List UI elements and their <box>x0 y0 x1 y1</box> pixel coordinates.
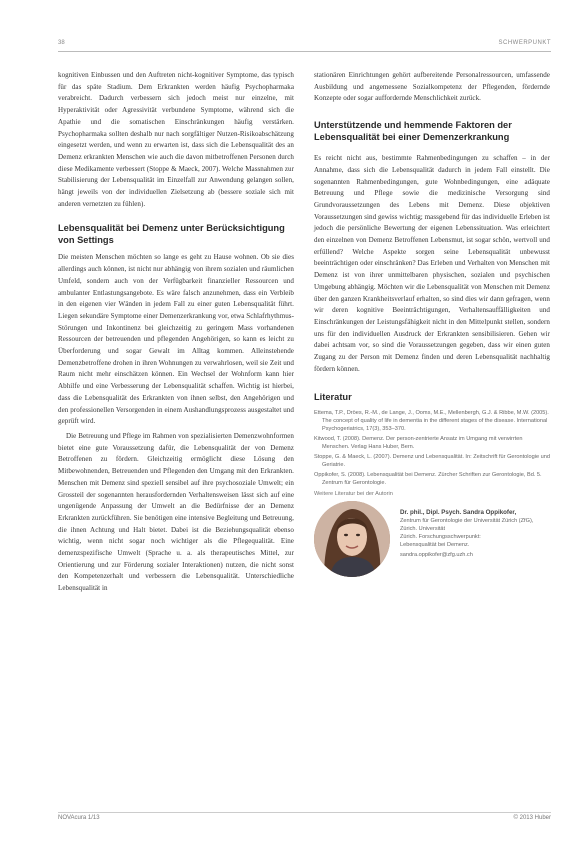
author-box <box>314 501 550 593</box>
author-affiliation: Zürich. Forschungsschwerpunkt: <box>400 534 481 541</box>
running-head <box>58 40 551 50</box>
literature-note: Weitere Literatur bei der Autorin <box>314 491 393 498</box>
literature-item: Kitwood, T. (2008). Demenz. Der person-zentrierte Ansatz im Umgang mit verwirrten Menschen. Verlag Hans Huber, Bern. <box>314 436 523 451</box>
author-photo <box>314 501 390 577</box>
author-name: Dr. phil., Dipl. Psych. Sandra Oppikofer, <box>400 509 517 517</box>
left-column <box>58 70 294 598</box>
paragraph: kognitiven Einbussen und den Auftreten nicht-kognitiver Symptome, das typisch für das späte Stadium. Dem Erkrankten werden häufig Psychopharmaka verabreicht. Dadurch verbessern sich jedoch meist nur einzelne, mit Hyperaktivität oder Agressivität verbundene Symptome, während sich die Apathie und die somatischen Einschränkungen häufig verstärken. Psychopharmaka sollten deshalb nur nach sorgfältiger Nutzen-Risikoabschätzung eingesetzt werden, und wenn zu erwarten ist, dass sich die Lebensqualität des an Demenz erkrankten Menschen wie auch die davon mitbetroffenen Personen durch diese Medikamente verbessert (Stoppe & Maeck, 2007). Welche Massnahmen zur Stabilisierung der Lebensqualität im Einzelfall zur Anwendung gelangen sollen, hängt jeweils von der individuellen Zielsetzung ab (bessere soziale sich mit anderen vernetzten zu fühlen). <box>58 71 294 208</box>
author-affiliation: Lebensqualität bei Demenz. <box>400 542 470 549</box>
paragraph: Die meisten Menschen möchten so lange es geht zu Hause wohnen. Ob sie dies allerdings auch können, ist nicht nur abhängig von ihrem sozialen und räumlichen Umfeld, sondern auch von der Verfügbarkeit finanzieller Ressourcen und ambulanter Entlastungsangebote. Es wäre falsch anzunehmen, dass ein Verbleib in den eigenen vier Wänden in jedem Fall zu einer guten Lebensqualität führt. Liegen sekundäre Symptome einer Demenzerkrankung vor, etwa Schlafrhythmus-Störungen und Inkontinenz bei gleichzeitig zu geringem Mass vorhandenen Ressourcen der betreuenden und pflegenden Angehörigen, so kann es leicht zu Überforderung und sogar Gewalt im Alltag kommen. Alleinstehende Demenzbetroffene drohen in ihren Wohnungen zu verwahrlosen, weil sie Zeit und Raum nicht mehr einschätzen können. Ein Wechsel der Wohnform kann hier Abhilfe und eine Verbesserung der Lebensqualität schaffen. Wichtig ist hierbei, dass die Lebensqualität des Erkrankten von ihnen selbst, den Angehörigen und den professionellen Versorgenden in einem Aushandlungsprozess ausgestaltet und geprüft wird. <box>58 253 294 426</box>
footer-journal: NOVAcura 1/13 <box>58 815 100 821</box>
author-info <box>400 509 550 559</box>
author-email[interactable]: sandra.oppikofer@zfg.uzh.ch <box>400 552 473 559</box>
literature-heading: Literatur <box>314 392 352 403</box>
literature-item: Stoppe, G. & Maeck, L. (2007). Demenz und Lebensqualität. In: Zeitschrift für Gerontologie und Geriatrie. <box>314 454 550 469</box>
paragraph: Es reicht nicht aus, bestimmte Rahmenbedingungen zu schaffen – in der Annahme, dass sich die Lebensqualität dadurch in jedem Fall einstellt. Die sogenannten Rahmenbedingungen, gute Wohnbedingungen, eine adäquate Betreuung und Pflege sowie die medizinische Versorgung sind Grundvoraussetzungen des Lebens mit Demenz. Diese objektiven Voraussetzungen sind gewiss wichtig; massgebend für das individuelle Erleben ist jedoch die persönliche Bewertung der eigenen Lebenssituation. Was erleichtert den einzelnen von Demenz Betroffenen Lebensmut, ist sogar schön, wertvoll und erfüllend? Welche Aspekte sorgen seine Lebensqualität unbewusst beeinträchtigen oder einschränken? Das Erleben und Verhalten von Menschen mit Demenz ist von ihrer unmittelbaren physischen, sozialen und psychischen Umgebung abhängig. Möchten wir die Lebensqualität von Menschen mit Demenz über den ganzen Krankheitsverlauf erhalten, so sind dies wir dann gefragen, wenn wir deren kognitive Beeinträchtigungen, Verhaltensauffälligkeiten und Einschränkungen der Leistungsfähigkeit nicht in den Mittelpunkt stellen, sondern uns für den individuellen Ausdruck der Erkrankten sensibilisieren. Gehen wir dabei achtsam vor, so sind die Voraussetzungen gegeben, dass wir einen guten Zugang zu der Person mit Demenz finden und deren Lebensqualität nachhaltig fördern können. <box>314 154 550 373</box>
header-rule <box>58 51 551 52</box>
footer <box>58 815 551 825</box>
section-heading: Lebensqualität bei Demenz unter Berücksichtigung von Settings <box>58 223 285 246</box>
footer-copyright: © 2013 Huber <box>513 815 551 821</box>
literature-item: Ettema, T.P., Dröes, R.-M., de Lange, J., Ooms, M.E., Mellenbergh, G.J. & Ribbe, M.W. (2005). The concept of quality of life in dementia in the different stages of the disease. International Psychogeriatrics, 17(3), 353–370. <box>314 410 549 433</box>
right-column <box>314 70 550 593</box>
section-heading: Unterstützende und hemmende Faktoren der Lebensqualität bei einer Demenzerkrankung <box>314 120 512 143</box>
paragraph: Die Betreuung und Pflege im Rahmen von spezialisierten Demenzwohnformen bietet eine gute Voraussetzung dafür, die Lebensqualität der von Demenz Betroffenen zu fördern. Gleichzeitig ermöglicht diese Lösung den Mitbewohnenden, Betreuenden und Pflegenden den Umgang mit den Erkrankten. Menschen mit Demenz sind speziell sensibel auf ihre psychosoziale Umwelt; ein Grossteil der sogenannten herausfordernden Verhaltensweisen lässt sich auf eine ungenügende Anpassung der Umwelt an die Bedürfnisse der an Demenz Erkrankten zurückführen. Sie benötigen eine intensive Begleitung und Betreuung, die ihnen Achtung und Halt bietet. Dabei ist die Beziehungsqualität ebenso wichtig, wenn nicht sogar noch wichtiger als die Pflegequalität. Eine demenzspezifische Umwelt (Sprache u. a. als therapeutisches Mittel, zur Orientierung und zur Förderung sozialer Interaktionen) nutzen, die nicht sonst den Kompetenzerhalt und verbessern die Lebensqualität. Unterschiedliche Lebensqualität in <box>58 431 294 593</box>
literature-item: Oppikofer, S. (2008). Lebensqualität bei Demenz. Zürcher Schriften zur Gerontologie, Bd. 5. Zentrum für Gerontologie. <box>314 472 542 487</box>
section-label: SCHWERPUNKT <box>498 40 551 46</box>
page-number: 38 <box>58 40 65 46</box>
paragraph: stationären Einrichtungen gehört aufbereitende Personalressourcen, umfassende Ausbildung und angemessene Sozialkompetenz der Pflegenden, fördernde Konzepte oder sogar auffordernde Menschlichkeit zurück. <box>314 71 550 103</box>
literature-list <box>314 409 550 487</box>
author-affiliation: Zentrum für Gerontologie der Universität Zürich (ZfG), Zürich. Universität <box>400 518 534 533</box>
footer-rule <box>58 812 551 813</box>
